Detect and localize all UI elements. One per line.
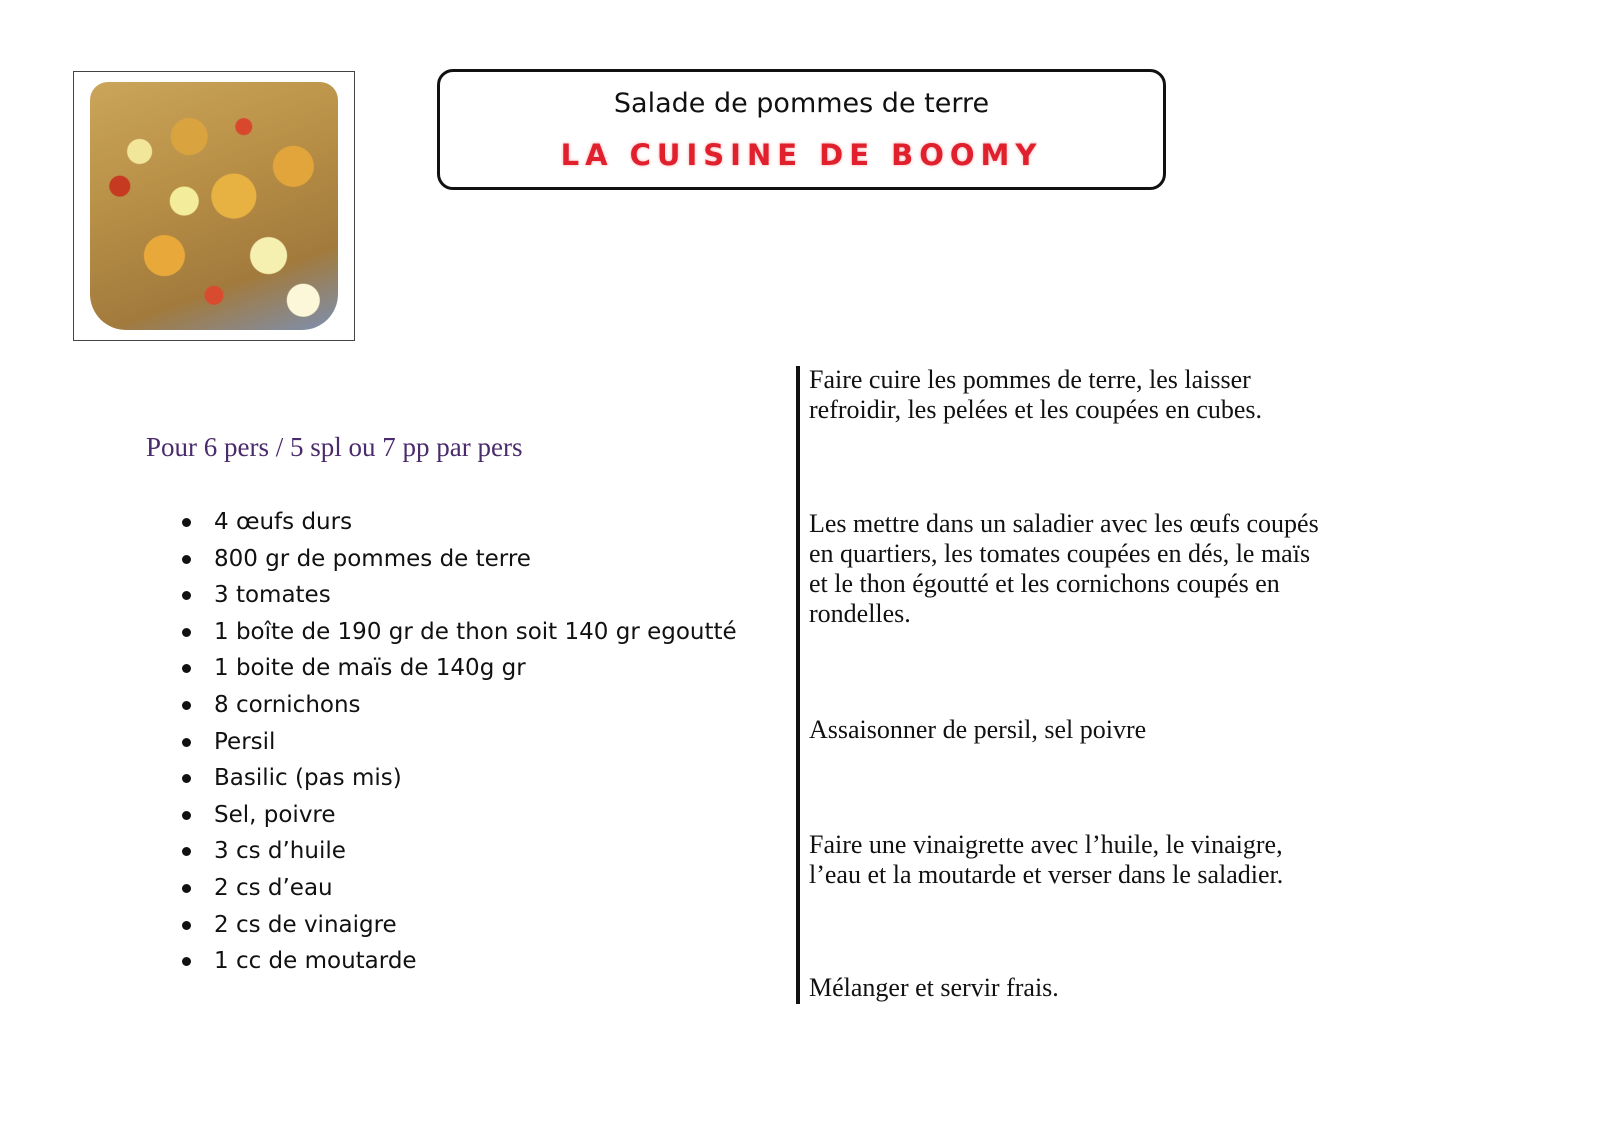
bullet-icon bbox=[182, 591, 191, 600]
ingredient-text: 800 gr de pommes de terre bbox=[214, 545, 531, 572]
site-name: LA CUISINE DE BOOMY bbox=[560, 138, 1043, 172]
ingredient-item bbox=[182, 870, 737, 907]
ingredient-text: Persil bbox=[214, 728, 276, 755]
ingredient-text: 8 cornichons bbox=[214, 691, 361, 718]
step-3: Assaisonner de persil, sel poivre bbox=[809, 715, 1147, 744]
ingredient-text: Basilic (pas mis) bbox=[214, 765, 402, 792]
ingredient-text: 3 cs d’huile bbox=[214, 838, 346, 865]
ingredient-text: 3 tomates bbox=[214, 582, 331, 609]
ingredient-item bbox=[182, 724, 737, 761]
ingredient-item bbox=[182, 833, 737, 870]
bullet-icon bbox=[182, 738, 191, 747]
ingredient-item bbox=[182, 614, 737, 651]
recipe-title: Salade de pommes de terre bbox=[613, 88, 990, 119]
bullet-icon bbox=[182, 921, 191, 930]
servings-info: Pour 6 pers / 5 spl ou 7 pp par pers bbox=[146, 432, 523, 462]
ingredient-text: Sel, poivre bbox=[214, 801, 336, 828]
step-1: Faire cuire les pommes de terre, les laisser refroidir, les pelées et les coupées en cubes. bbox=[809, 365, 1263, 424]
ingredient-item bbox=[182, 687, 737, 724]
ingredient-text: 1 cc de moutarde bbox=[214, 948, 417, 975]
bullet-icon bbox=[182, 884, 191, 893]
ingredient-text: 1 boîte de 190 gr de thon soit 140 gr egoutté bbox=[214, 618, 737, 645]
ingredient-item bbox=[182, 943, 737, 980]
bullet-icon bbox=[182, 957, 191, 966]
ingredient-text: 1 boite de maïs de 140g gr bbox=[214, 655, 526, 682]
bullet-icon bbox=[182, 664, 191, 673]
ingredient-item bbox=[182, 577, 737, 614]
recipe-photo-frame bbox=[73, 71, 355, 341]
ingredient-item bbox=[182, 797, 737, 834]
bullet-icon bbox=[182, 847, 191, 856]
bullet-icon bbox=[182, 701, 191, 710]
ingredient-text: 2 cs d’eau bbox=[214, 874, 333, 901]
bullet-icon bbox=[182, 628, 191, 637]
title-box bbox=[437, 69, 1166, 190]
step-2: Les mettre dans un saladier avec les œufs coupés en quartiers, les tomates coupées en dés, le maïs et le thon égoutté et les cornichons coupés en rondelles. bbox=[809, 509, 1319, 628]
ingredient-text: 4 œufs durs bbox=[214, 509, 353, 535]
ingredient-item bbox=[182, 907, 737, 944]
column-divider bbox=[796, 366, 800, 1004]
ingredient-item bbox=[182, 504, 737, 541]
step-5: Mélanger et servir frais. bbox=[809, 973, 1059, 1002]
bullet-icon bbox=[182, 811, 191, 820]
ingredient-list bbox=[182, 504, 737, 980]
bullet-icon bbox=[182, 555, 191, 564]
ingredient-text: 2 cs de vinaigre bbox=[214, 911, 397, 938]
ingredient-item bbox=[182, 760, 737, 797]
bullet-icon bbox=[182, 774, 191, 783]
salad-photo bbox=[90, 82, 338, 330]
ingredient-item bbox=[182, 541, 737, 578]
ingredient-item bbox=[182, 650, 737, 687]
bullet-icon bbox=[182, 518, 191, 527]
step-4: Faire une vinaigrette avec l’huile, le vinaigre, l’eau et la moutarde et verser dans le saladier. bbox=[809, 830, 1284, 889]
